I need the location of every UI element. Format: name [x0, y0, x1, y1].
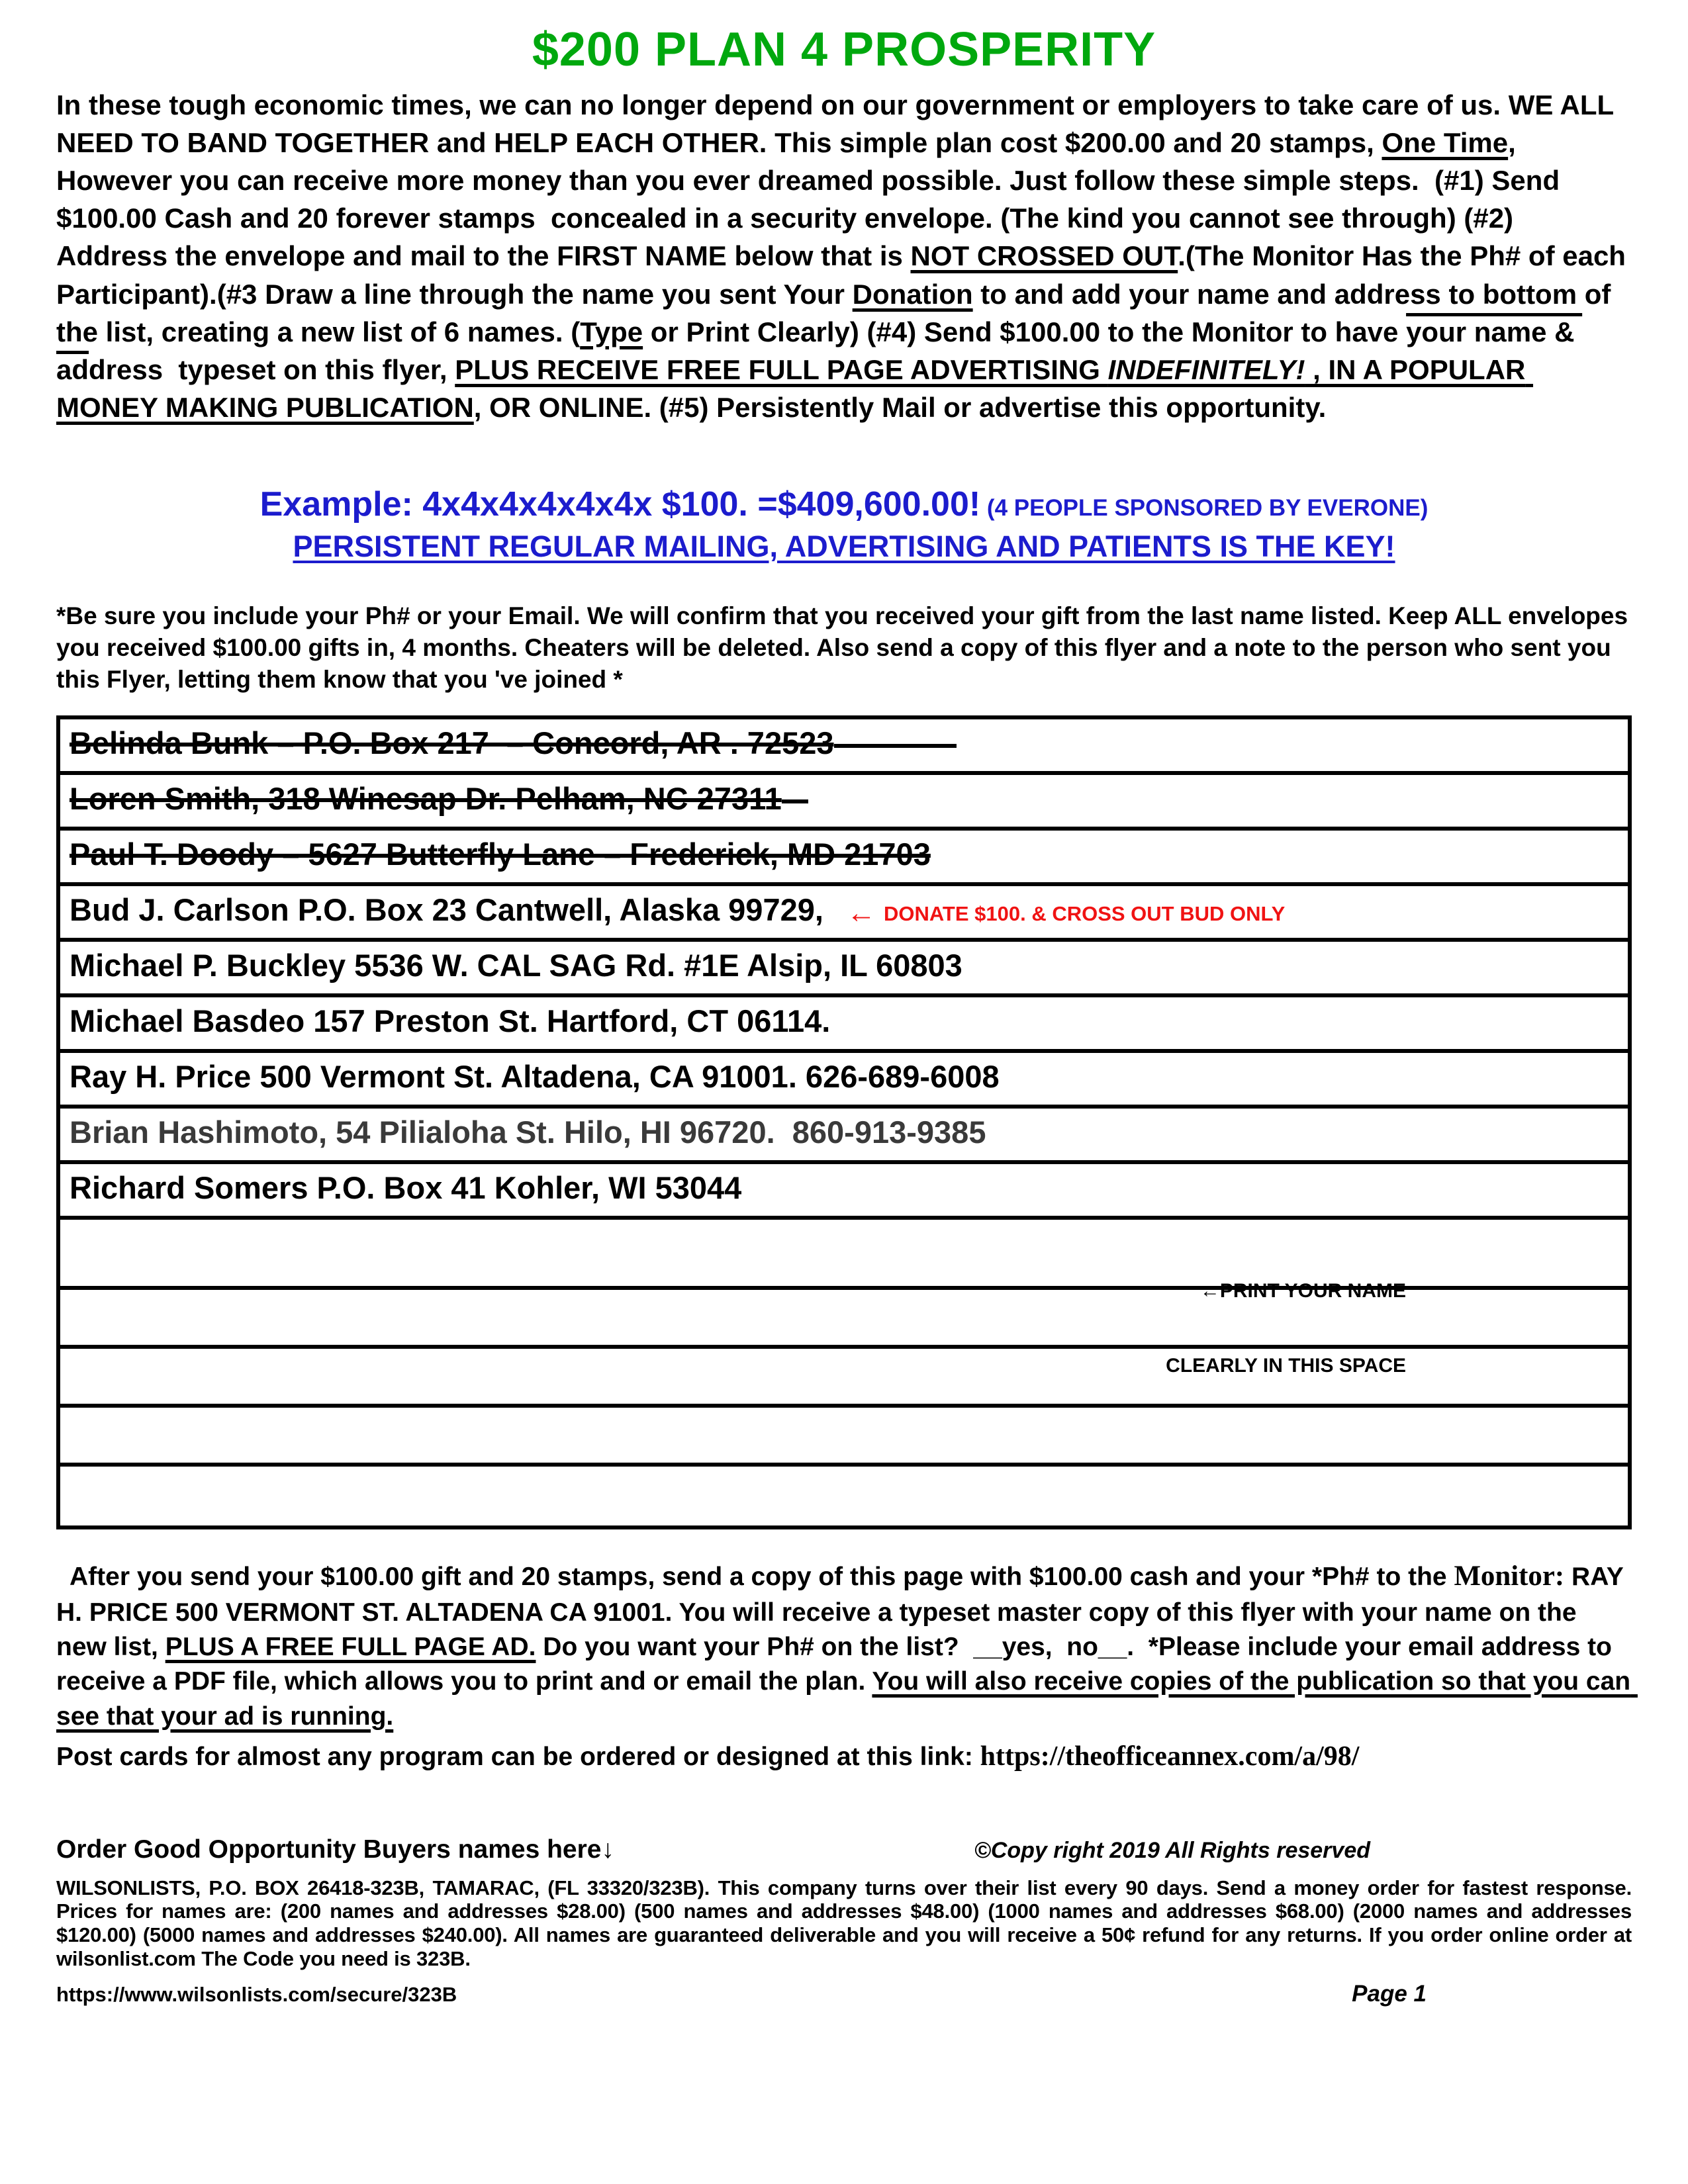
crossed-out-name: Belinda Bunk – P.O. Box 217 – Concord, AR . 72523 — [70, 725, 834, 761]
footer-bottom-row — [56, 1981, 1632, 2007]
participant-name: Brian Hashimoto, 54 Pilialoha St. Hilo, HI 96720. 860-913-9385 — [70, 1115, 986, 1150]
donate-note-text: DONATE $100. & CROSS OUT BUD ONLY — [883, 902, 1286, 926]
strike-extension — [834, 744, 957, 748]
table-row — [60, 831, 1628, 886]
print-name-row[interactable] — [60, 1220, 1628, 1377]
underline-donation: Donation — [852, 278, 973, 310]
instructions-note: *Be sure you include your Ph# or your Email. We will confirm that you received your gift from the last name listed. Keep ALL envelopes you received $100.00 gifts in, 4 months. Cheaters will be deleted. Also send a copy of this flyer and a note to the person who sent you this Flyer, letting them know that you 've joined * — [56, 602, 1635, 694]
intro-text: In these tough economic times, we can no longer depend on our government or employers to take care of us. WE ALL NEED TO BAND TOGETHER and HELP EACH OTHER. This simple plan cost $200.00 and 20 stamps, — [56, 89, 1622, 159]
copyright-notice: ©Copy right 2019 All Rights reserved — [974, 1837, 1370, 1863]
left-arrow-icon: ← — [846, 897, 876, 930]
crossed-out-name: Loren Smith, 318 Winesap Dr. Pelham, NC 27311 — [70, 781, 782, 817]
participant-name: Ray H. Price 500 Vermont St. Altadena, CA 91001. 626-689-6008 — [70, 1059, 1000, 1095]
table-row — [60, 997, 1628, 1053]
overline-your-name: your name & ad — [56, 316, 1583, 385]
example-math: Example: 4x4x4x4x4x4x $100. =$409,600.00! — [259, 484, 981, 523]
strike-extension — [782, 799, 808, 803]
monitor-text: After you send your $100.00 gift and 20 stamps, send a copy of this page with $100.00 cash and your *Ph# to the — [70, 1563, 1454, 1592]
participant-name: Michael Basdeo 157 Preston St. Hartford, CT 06114. — [70, 1003, 831, 1039]
participant-name: Michael P. Buckley 5536 W. CAL SAG Rd. #1E Alsip, IL 60803 — [70, 948, 962, 983]
footer-top-row — [56, 1835, 1632, 1864]
monitor-text: RAY H. PRICE 500 VERMONT ST. ALTADENA CA 91001. You will receive a typeset master copy of this flyer with your name on the new list, — [56, 1563, 1630, 1661]
underline-publication: , IN A POPULAR MONEY MAKING PUBLICATION — [56, 353, 1534, 423]
page-number: Page 1 — [1352, 1981, 1427, 2007]
table-row — [60, 1053, 1628, 1109]
table-row — [60, 775, 1628, 831]
underline-not-crossed-out: NOT CROSSED OUT — [910, 240, 1178, 272]
example-sponsor-note: (4 PEOPLE SPONSORED BY EVERONE) — [980, 494, 1429, 521]
intro-text: .(The Monitor Has the Ph# of each Participant).(#3 Draw a line through the name you sent Your — [56, 240, 1634, 310]
participant-name: Bud J. Carlson P.O. Box 23 Cantwell, Alaska 99729, — [70, 892, 823, 928]
underline-one-time: One Time — [1382, 127, 1509, 159]
crossed-out-name: Paul T. Doody – 5627 Butterfly Lane – Frederick, MD 21703 — [70, 837, 931, 872]
underline-publication-copies: You will also receive copies of the publication so that you can see that your ad is running. — [56, 1667, 1638, 1731]
order-names-heading: Order Good Opportunity Buyers names here↓ — [56, 1835, 614, 1864]
table-row — [60, 1109, 1628, 1164]
example-block — [56, 484, 1632, 564]
monitor-label: Monitor: — [1454, 1561, 1565, 1592]
print-hint-line2: CLEARLY IN THIS SPACE — [1166, 1354, 1406, 1377]
intro-paragraph — [56, 86, 1632, 426]
underline-free-ad: PLUS A FREE FULL PAGE AD. — [165, 1633, 536, 1661]
underline-advertising: PLUS RECEIVE FREE FULL PAGE ADVERTISING — [455, 353, 1108, 385]
postcards-text: Post cards for almost any program can be ordered or designed at this link: — [56, 1742, 980, 1771]
wilsonlists-paragraph: WILSONLISTS, P.O. BOX 26418-323B, TAMARAC, (FL 33320/323B). This company turns over their list every 90 days. Send a money order for fastest response. Prices for names are: (200 names and addresses $28.00) (500 names and addresses $48.00) (1000 names and addresses $68.00) (2000 names and addresses $120.00) (5000 names and addresses $240.00). All names are guaranteed deliverable and you will receive a 50¢ refund for any returns. If you order online order at wilsonlist.com The Code you need is 323B. — [56, 1876, 1632, 1970]
table-row — [60, 1164, 1628, 1220]
monitor-text: Do you want your Ph# on the list? __yes, no__. *Please include your email address to receive a PDF file, which allows you to print and or email the plan. — [56, 1633, 1619, 1696]
intro-text: to and add your name and address to bottom of the list, creating a new list of 6 names. ( — [56, 278, 1619, 347]
underline-indefinitely: INDEFINITELY! — [1107, 353, 1305, 385]
table-row — [60, 886, 1628, 942]
wilsonlists-url: https://www.wilsonlists.com/secure/323B — [56, 1983, 457, 2007]
donate-note — [846, 897, 1286, 930]
print-hint-line1: ←PRINT YOUR NAME — [1199, 1280, 1406, 1302]
example-key-line: PERSISTENT REGULAR MAILING, ADVERTISING AND PATIENTS IS THE KEY! — [293, 529, 1395, 563]
empty-row[interactable] — [60, 1467, 1628, 1525]
page-title: $200 PLAN 4 PROSPERITY — [532, 23, 1156, 76]
officeannex-url: https://theofficeannex.com/a/98/ — [980, 1741, 1360, 1772]
example-line1 — [56, 484, 1632, 524]
intro-text: or Print Clearly) (#4) Send $100.00 to the Monitor to have — [643, 316, 1407, 347]
monitor-paragraph — [56, 1557, 1638, 1733]
table-row — [60, 719, 1628, 775]
participant-name: Richard Somers P.O. Box 41 Kohler, WI 53044 — [70, 1170, 742, 1206]
intro-text: , However you can receive more money than you ever dreamed possible. Just follow these simple steps. (#1) Send $100.00 Cash and 20 forever stamps concealed in a security envelope. (The kind you cannot see through) (#2) Address the envelope and mail to the FIRST NAME below that is — [56, 127, 1568, 272]
intro-text: , OR ONLINE. (#5) Persistently Mail or advertise this opportunity. — [473, 391, 1327, 423]
table-row — [60, 942, 1628, 997]
intro-text: dress typeset on this flyer, — [89, 353, 455, 385]
underline-type: Type — [580, 316, 643, 347]
postcards-line — [56, 1741, 1632, 1772]
names-table — [56, 715, 1632, 1529]
